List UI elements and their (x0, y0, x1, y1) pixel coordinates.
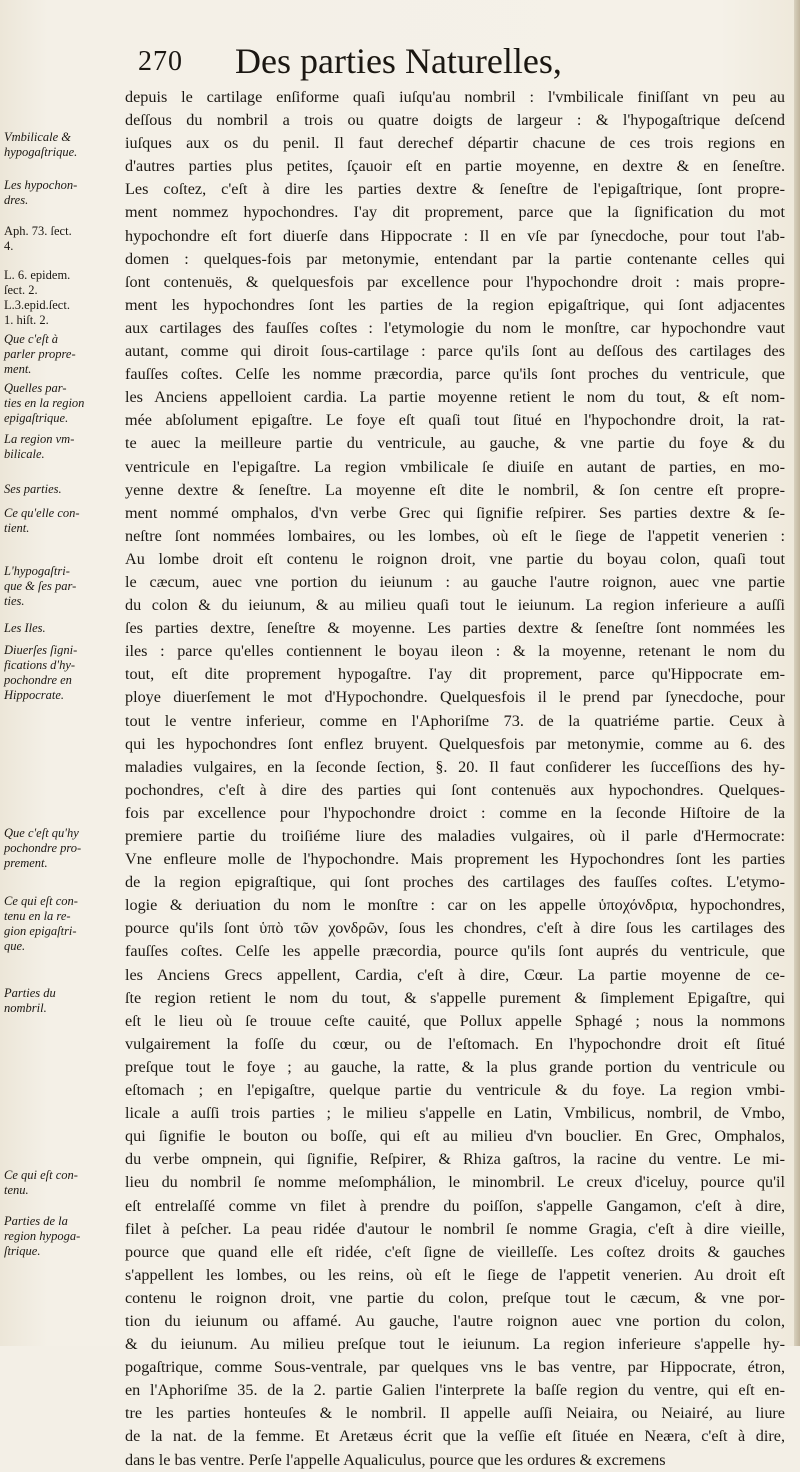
text-line: Vne enfleure molle de l'hypochondre. Mais proprement les Hypochondres ſont les parties (125, 850, 785, 869)
text-line: iles : parce qu'elles contiennent le boyau ileon : & la moyenne, retenant le nom du (125, 642, 785, 661)
text-line: tout le ventre inferieur, comme en l'Aphoriſme 73. de la quatriéme partie. Ceux à (125, 711, 785, 730)
page-number: 270 (138, 46, 183, 77)
text-line: yenne dextre & ſeneſtre. La moyenne eſt dite le nombril, & ſon centre eſt propre- (125, 480, 785, 499)
text-line: filet à peſcher. La peau ridée d'autour le nombril ſe nomme Gragia, c'eſt à dire vieille, (125, 1219, 785, 1238)
margin-note: Les Iles. (4, 621, 46, 635)
text-line: tion du ieiunum ou affamé. Au gauche, l'autre roignon auec vne portion du colon, (125, 1311, 785, 1330)
text-line: lieu du nombril ſe nomme meſomphálion, le minombril. Le creux d'iceluy, pource qu'il (125, 1173, 785, 1192)
text-line: depuis le cartilage enſiforme quaſi iuſqu'au nombril : l'vmbilicale finiſſant vn peu au (125, 88, 785, 106)
text-line: contenu le roignon droit, vne partie du colon, preſque tout le cæcum, & vne por- (125, 1288, 785, 1307)
text-line: fauſſes coſtes. Celſe les nomme præcordia, parce qu'ils ſont proches du ventricule, que (125, 365, 785, 384)
text-line: premiere partie du troiſiéme liure des maladies vulgaires, où il parle d'Hermocrate: (125, 827, 785, 845)
text-line: les Anciens Grecs appellent, Cardia, c'eſt à dire, Cœur. La partie moyenne de ce- (125, 965, 785, 984)
text-line: pource qu'ils ſont ὑπὸ τῶν χονδρῶν, ſous les chondres, c'eſt à dire ſous les cartilages des (125, 919, 785, 938)
margin-note: Quelles par- ties en la region epigaſtrique. (4, 381, 85, 425)
text-line: eſt le lieu où ſe trouue ceſte cauité, que Pollux appelle Sphagé ; nous la nommons (125, 1011, 785, 1030)
margin-note: Ce qui eſt con- tenu. (4, 1168, 78, 1197)
margin-note: Que c'eſt à parler propre- ment. (4, 332, 76, 376)
margin-notes (4, 86, 122, 1336)
text-line: Les coſtez, c'eſt à dire les parties dextre & ſeneſtre de l'epigaſtrique, ſont propre- (125, 180, 785, 199)
text-line: iuſques aux os du penil. Il faut derechef départir chacune de ces trois regions en (125, 134, 785, 153)
margin-note: Ce qui eſt con- tenu en la re- gion epigaſtri- que. (4, 894, 78, 953)
text-line: pource que quand elle eſt ridée, c'eſt ſigne de vieilleſſe. Les coſtez droits & gauches (125, 1242, 785, 1261)
text-line: pochondres, c'eſt à dire des parties qui ſont contenuës aux hypochondres. Quelques- (125, 780, 785, 799)
text-line: ventricule en l'epigaſtre. La region vmbilicale ſe diuiſe en autant de parties, en mo- (125, 457, 785, 476)
text-line: ment les hypochondres ſont les parties de la region epigaſtrique, qui ſont adjacentes (125, 295, 785, 314)
text-line: autant, comme qui diroit ſous-cartilage : parce qu'ils ſont au deſſous des cartilages des (125, 342, 785, 361)
text-line: hypochondre eſt fort diuerſe dans Hippocrate : Il en vſe par ſynecdoche, pour tout l'ab- (125, 226, 785, 245)
margin-note: Que c'eſt qu'hy pochondre pro- prement. (4, 826, 82, 870)
margin-note: Aph. 73. ſect. 4. (4, 224, 72, 253)
text-line: de la region epigraſtique, qui ſont proches des cartilages des fauſſes coſtes. L'etymo- (125, 873, 785, 892)
text-line: ploye diuerſement le mot d'Hypochondre. Quelquesfois il le prend par ſynecdoche, pour (125, 688, 785, 707)
text-line: le cæcum, auec vne portion du ieiunum : au gauche l'autre roignon, auec vne partie (125, 572, 785, 591)
margin-note: L'hypogaſtri- que & ſes par- ties. (4, 564, 77, 608)
text-line: logie & deriuation du nom le monſtre : car on les appelle ὑποχόνδρια, hypochondres, (125, 896, 785, 915)
margin-note: L. 6. epidem. ſect. 2. L.3.epid.ſect. 1. hiſt. 2. (4, 268, 71, 327)
text-line: & du ieiunum. Au milieu preſque tout le ieiunum. La region inferieure s'appelle hy- (125, 1335, 785, 1354)
text-line: mée abſolument epigaſtre. Le foye eſt quaſi tout ſitué en l'hypochondre droit, la rat- (125, 411, 785, 430)
margin-note: La region vm- bilicale. (4, 432, 75, 461)
text-line: s'appellent les lombes, ou les reins, où eſt le ſiege de l'appetit venerien. Au droit eſt (125, 1265, 785, 1284)
page-edge-shadow (794, 0, 800, 1346)
text-line: maladies vulgaires, en la ſeconde ſection, §. 20. Il faut conſiderer les ſucceſſions des hy- (125, 757, 785, 776)
text-line: vulgairement la foſſe du cœur, ou de l'eſtomach. En l'hypochondre droit eſt ſitué (125, 1034, 785, 1053)
text-line: eſt entrelaſſé comme vn filet à prendre du poiſſon, s'appelle Gangamon, c'eſt à dire, (125, 1196, 785, 1215)
margin-note: Vmbilicale & hypogaſtrique. (4, 130, 78, 159)
margin-note: Parties de la region hypoga- ſtrique. (4, 1214, 81, 1258)
text-line: deſſous du nombril a trois ou quatre doigts de largeur : & l'hypogaſtrique deſcend (125, 111, 785, 130)
text-line: ment nommez hypochondres. I'ay dit proprement, parce que la ſignification du mot (125, 203, 785, 222)
text-line: Au lombe droit eſt contenu le roignon droit, vne partie du boyau colon, quaſi tout (125, 549, 785, 568)
text-line: licale a auſſi trois parties ; le milieu s'appelle en Latin, Vmbilicus, nombril, de Vmbo, (125, 1104, 785, 1123)
margin-note: Parties du nombril. (4, 986, 56, 1015)
page-header (130, 40, 770, 84)
text-line: d'autres parties plus petites, ſçauoir eſt en partie moyenne, en dextre & en ſeneſtre. (125, 157, 785, 176)
margin-note: Ce qu'elle con- tient. (4, 506, 80, 535)
text-line: fauſſes coſtes. Celſe les appelle præcordia, pource qu'ils ſont auprés du ventricule, que (125, 942, 785, 961)
text-line: de la nat. de la femme. Et Aretæus écrit que la veſſie eſt ſituée en Neæra, c'eſt à dire, (125, 1427, 785, 1446)
text-line: aux cartilages des fauſſes coſtes : l'etymologie du nom le monſtre, car hypochondre vaut (125, 318, 785, 337)
text-line: eſtomach ; en l'epigaſtre, quelque partie du ventricule & du foye. La region vmbi- (125, 1081, 785, 1100)
text-line: du verbe ompnein, qui ſignifie, Reſpirer, & Rhiza gaſtros, la racine du ventre. Le mi- (125, 1150, 785, 1169)
margin-note: Les hypochon- dres. (4, 178, 78, 207)
margin-note: Diuerſes ſigni- fications d'hy- pochondre en Hippocrate. (4, 643, 78, 702)
margin-note: Ses parties. (4, 482, 62, 496)
text-line: preſque tout le foye ; au gauche, la ratte, & la plus grande portion du ventricule ou (125, 1057, 785, 1076)
text-line: ſont contenuës, & quelquesfois par excellence pour l'hypochondre droit : mais propre- (125, 272, 785, 291)
body-text (125, 86, 785, 1469)
text-line: domen : quelques-fois par metonymie, entendant par la partie contenante celles qui (125, 249, 785, 268)
text-line: neſtre ſont nommées lombaires, ou les lombes, où eſt le ſiege de l'appetit venerien : (125, 526, 785, 545)
text-line: en l'Aphoriſme 35. de la 2. partie Galien l'interprete la baſſe region du ventre, qui eſt en- (125, 1381, 785, 1400)
running-title: Des parties Naturelles, (235, 41, 562, 81)
text-line: ſes parties dextre, ſeneſtre & moyenne. Les parties dextre & ſeneſtre ſont nommées les (125, 619, 785, 638)
text-line: qui les hypochondres ſont enflez bruyent. Quelquesfois par metonymie, comme au 6. des (125, 734, 785, 753)
text-line: pogaſtrique, comme Sous-ventrale, par quelques vns le bas ventre, par Hippocrate, étron, (125, 1358, 785, 1377)
text-line: du colon & du ieiunum, & au milieu quaſi tout le ieiunum. La region inferieure a auſſi (125, 596, 785, 615)
text-line: tout, eſt dite proprement hypogaſtre. I'ay dit proprement, parce qu'Hippocrate em- (125, 665, 785, 684)
text-line: ment nommé omphalos, d'vn verbe Grec qui ſignifie reſpirer. Ses parties dextre & ſe- (125, 503, 785, 522)
text-line: les Anciens appelloient cardia. La partie moyenne retient le nom du tout, & eſt nom- (125, 388, 785, 407)
text-line: qui ſignifie le bouton ou boſſe, qui eſt au milieu d'vn bouclier. En Grec, Omphalos, (125, 1127, 785, 1146)
text-line: te auec la meilleure partie du ventricule, au gauche, & vne partie du foye & du (125, 434, 785, 453)
text-line: fois par excellence pour l'hypochondre droict : comme en la ſeconde Hiſtoire de la (125, 803, 785, 822)
text-line: dans le bas ventre. Perſe l'appelle Aqualiculus, pource que les ordures & excremens (125, 1450, 666, 1469)
text-line: tre les parties honteuſes & le nombril. Il appelle auſſi Neiaira, ou Neiairé, au liure (125, 1404, 785, 1423)
text-line: ſte region retient le nom du tout, & s'appelle purement & ſimplement Epigaſtre, qui (125, 988, 785, 1007)
